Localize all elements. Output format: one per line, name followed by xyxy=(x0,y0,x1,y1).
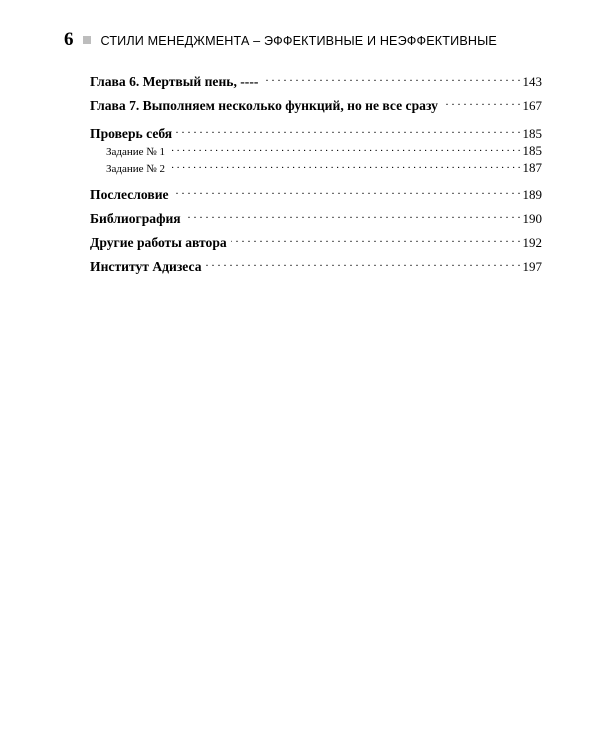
toc-entry-page: 167 xyxy=(522,97,542,113)
toc-entry-title: Другие работы автора xyxy=(90,234,227,250)
toc-entry-title: Задание № 1 xyxy=(106,146,166,158)
toc-entry-title: Проверь себя xyxy=(90,125,173,141)
toc-entry-title: Глава 6. Мертвый пень, ---- xyxy=(90,73,259,89)
toc-entry-page: 185 xyxy=(522,125,542,141)
dot-leader xyxy=(231,233,521,247)
toc-entry-self-check xyxy=(90,124,542,144)
table-of-contents xyxy=(90,72,542,281)
dot-leader xyxy=(442,96,521,110)
dot-leader xyxy=(169,144,520,155)
toc-entry-bibliography xyxy=(90,209,542,233)
dot-leader xyxy=(176,124,520,138)
toc-entry-chapter-7 xyxy=(90,96,542,120)
toc-entry-page: 143 xyxy=(522,73,542,89)
toc-entry-afterword xyxy=(90,185,542,209)
toc-entry-other-works xyxy=(90,233,542,257)
toc-entry-chapter-6 xyxy=(90,72,542,96)
square-bullet-icon xyxy=(83,36,91,44)
toc-entry-page: 189 xyxy=(522,186,542,202)
toc-entry-task-2 xyxy=(90,161,542,185)
dot-leader xyxy=(185,209,521,223)
toc-entry-title: Институт Адизеса xyxy=(90,258,202,274)
running-header-title: СТИЛИ МЕНЕДЖМЕНТА – ЭФФЕКТИВНЫЕ И НЕЭФФЕКТИВНЫЕ xyxy=(100,34,497,48)
toc-entry-page: 197 xyxy=(522,258,542,274)
dot-leader xyxy=(169,161,520,172)
running-header xyxy=(64,30,497,50)
toc-entry-task-1 xyxy=(90,144,542,161)
toc-entry-page: 190 xyxy=(522,210,542,226)
toc-entry-title: Послесловие xyxy=(90,186,169,202)
dot-leader xyxy=(173,185,521,199)
toc-entry-page: 192 xyxy=(522,234,542,250)
toc-entry-title: Задание № 2 xyxy=(106,163,166,175)
dot-leader xyxy=(262,72,520,86)
toc-entry-title: Библиография xyxy=(90,210,181,226)
page-number: 6 xyxy=(64,29,74,50)
toc-entry-title: Глава 7. Выполняем несколько функций, но не все сразу xyxy=(90,97,438,113)
toc-entry-page: 185 xyxy=(522,143,542,158)
toc-entry-adizes-institute xyxy=(90,257,542,281)
toc-entry-page: 187 xyxy=(522,160,542,175)
dot-leader xyxy=(206,257,521,271)
